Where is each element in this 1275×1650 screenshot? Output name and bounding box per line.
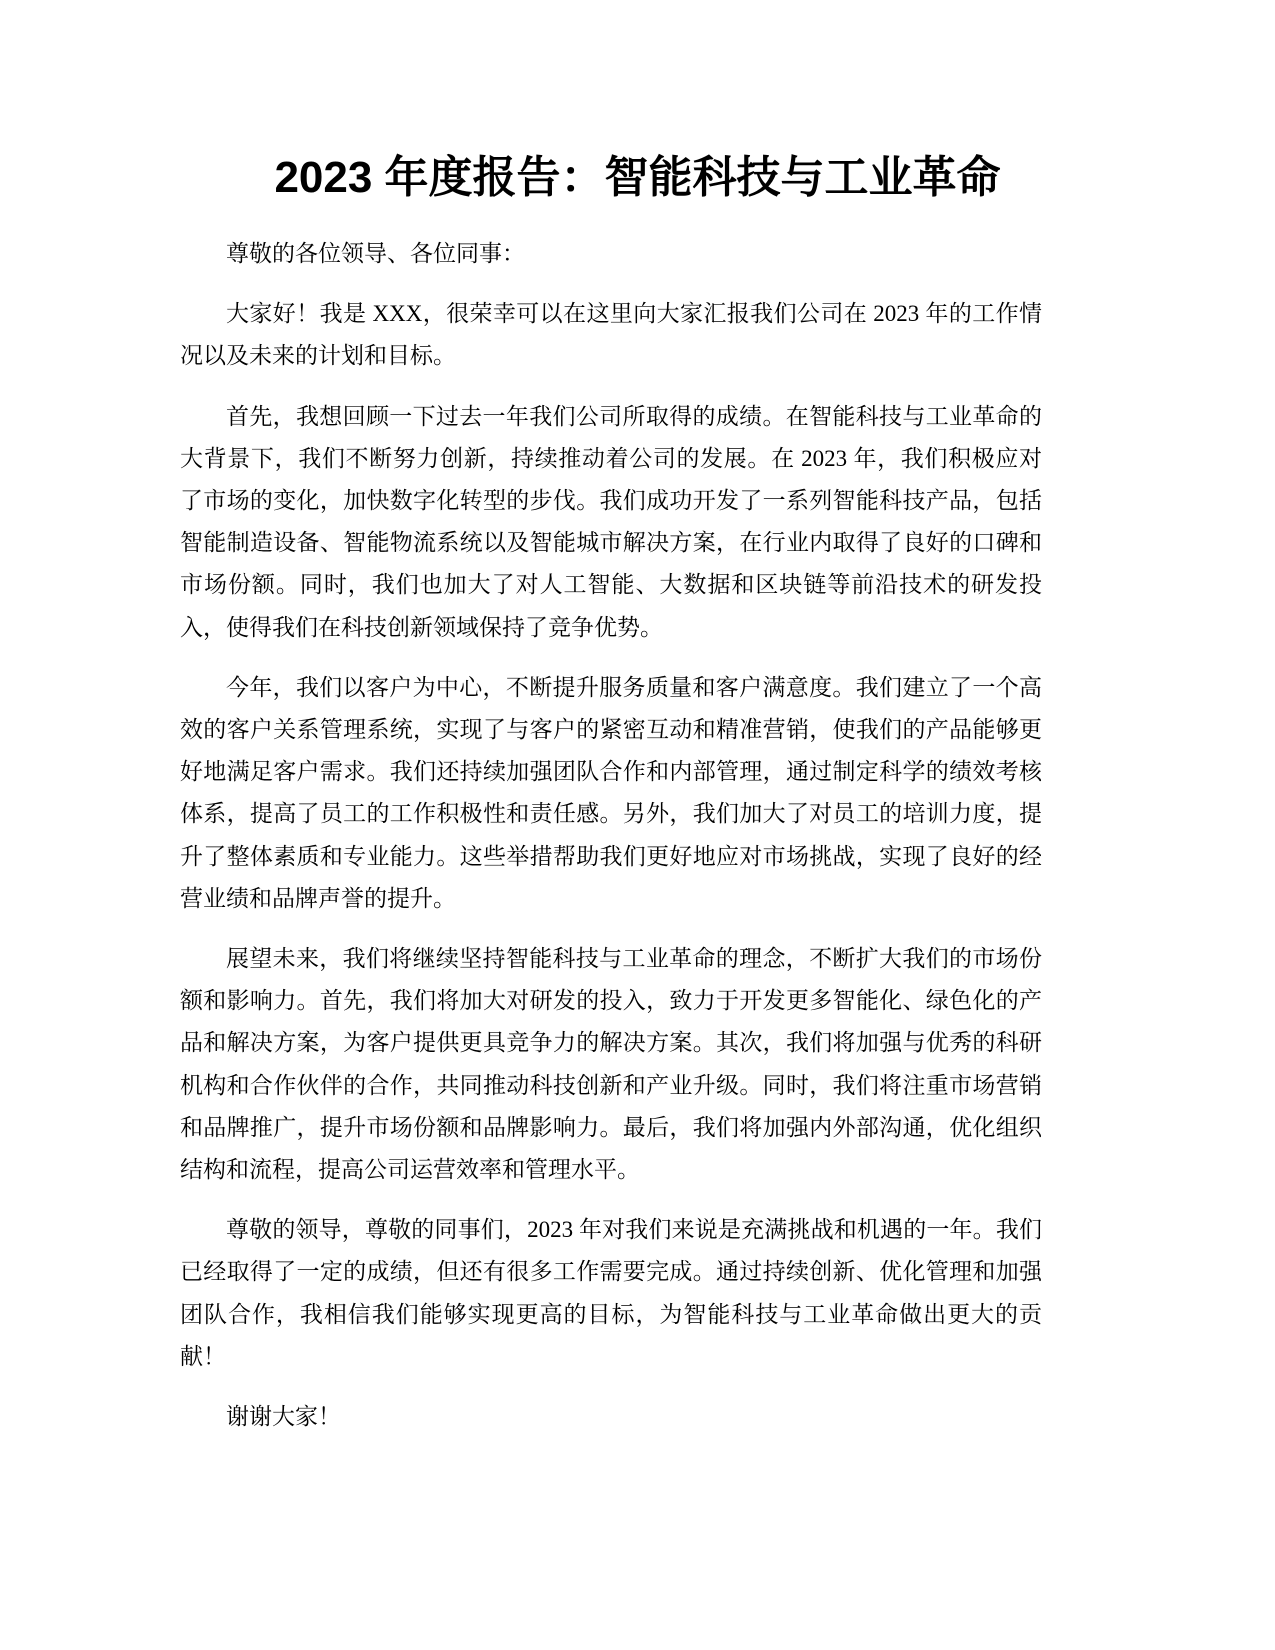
document-body: [180, 233, 1042, 1456]
achievements-paragraph: 首先，我想回顾一下过去一年我们公司所取得的成绩。在智能科技与工业革命的大背景下，我们不断努力创新，持续推动着公司的发展。在 2023 年，我们积极应对了市场的变化，加快数字化转型的步伐。我们成功开发了一系列智能科技产品，包括智能制造设备、智能物流系统以及智能城市解决方案，在行业内取得了良好的口碑和市场份额。同时，我们也加大了对人工智能、大数据和区块链等前沿技术的研发投入，使得我们在科技创新领域保持了竞争优势。: [180, 403, 1042, 640]
customer-focus-paragraph: 今年，我们以客户为中心，不断提升服务质量和客户满意度。我们建立了一个高效的客户关系管理系统，实现了与客户的紧密互动和精准营销，使我们的产品能够更好地满足客户需求。我们还持续加强团队合作和内部管理，通过制定科学的绩效考核体系，提高了员工的工作积极性和责任感。另外，我们加大了对员工的培训力度，提升了整体素质和专业能力。这些举措帮助我们更好地应对市场挑战，实现了良好的经营业绩和品牌声誉的提升。: [180, 674, 1042, 911]
document-title: 2023 年度报告：智能科技与工业革命: [274, 153, 1001, 202]
salutation-paragraph: 尊敬的各位领导、各位同事：: [226, 241, 525, 266]
closing-paragraph: 尊敬的领导，尊敬的同事们，2023 年对我们来说是充满挑战和机遇的一年。我们已经取得了一定的成绩，但还有很多工作需要完成。通过持续创新、优化管理和加强团队合作，我相信我们能够实现更高的目标，为智能科技与工业革命做出更大的贡献！: [180, 1217, 1042, 1369]
thanks-paragraph: 谢谢大家！: [226, 1404, 341, 1430]
future-outlook-paragraph: 展望未来，我们将继续坚持智能科技与工业革命的理念，不断扩大我们的市场份额和影响力。首先，我们将加大对研发的投入，致力于开发更多智能化、绿色化的产品和解决方案，为客户提供更具竞争力的解决方案。其次，我们将加强与优秀的科研机构和合作伙伴的合作，共同推动科技创新和产业升级。同时，我们将注重市场营销和品牌推广，提升市场份额和品牌影响力。最后，我们将加强内外部沟通，优化组织结构和流程，提高公司运营效率和管理水平。: [180, 946, 1042, 1183]
greeting-paragraph: 大家好！我是 XXX，很荣幸可以在这里向大家汇报我们公司在 2023 年的工作情况以及未来的计划和目标。: [180, 301, 1042, 369]
